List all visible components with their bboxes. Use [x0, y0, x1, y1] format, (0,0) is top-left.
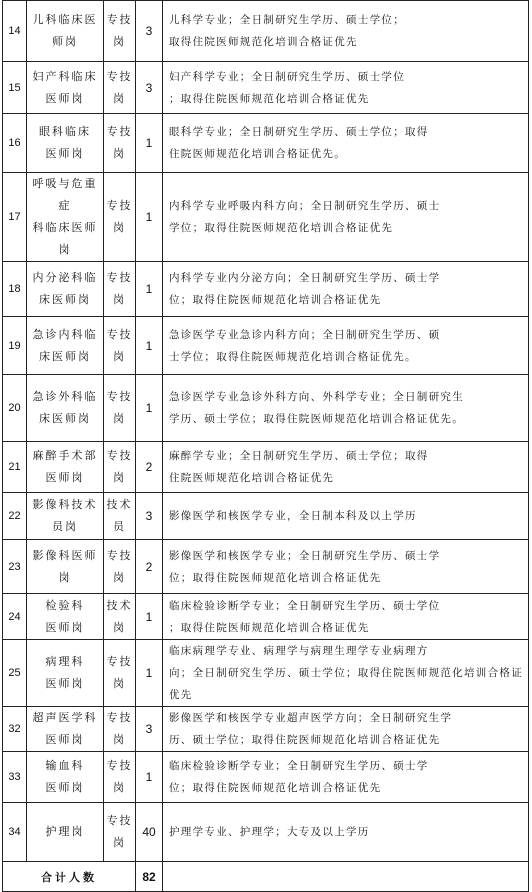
row-number: 23: [3, 540, 27, 594]
requirements: 影像医学和核医学专业；全日制研究生学历、硕士学 位；取得住院医师规范化培训合格证优先: [163, 540, 529, 594]
total-label: 合计人数: [3, 862, 136, 892]
post-name: 检验科 医师岗: [27, 594, 104, 640]
row-number: 20: [3, 375, 27, 442]
row-number: 33: [3, 752, 27, 803]
post-type: 专技 岗: [104, 173, 136, 262]
post-name: 妇产科临床 医师岗: [27, 62, 104, 114]
table-row: [3, 707, 529, 752]
requirements: 儿科学专业；全日制研究生学历、硕士学位； 取得住院医师规范化培训合格证优先: [163, 1, 529, 62]
headcount: 2: [136, 442, 163, 493]
post-name: 护理岗: [27, 803, 104, 862]
post-name: 输血科 医师岗: [27, 752, 104, 803]
headcount: 1: [136, 317, 163, 375]
post-type: 专技 岗: [104, 375, 136, 442]
headcount: 1: [136, 640, 163, 707]
table-row: [3, 62, 529, 114]
post-type: 专技 岗: [104, 803, 136, 862]
post-name: 急诊外科临 床医师岗: [27, 375, 104, 442]
row-number: 34: [3, 803, 27, 862]
recruitment-table: [2, 0, 529, 892]
post-name: 麻醉手术部 医师岗: [27, 442, 104, 493]
headcount: 1: [136, 594, 163, 640]
post-name: 呼吸与危重症 科临床医师岗: [27, 173, 104, 262]
post-type: 专技 岗: [104, 752, 136, 803]
row-number: 14: [3, 1, 27, 62]
post-name: 影像科医师 岗: [27, 540, 104, 594]
headcount: 3: [136, 1, 163, 62]
table-row: [3, 594, 529, 640]
total-value: 82: [136, 862, 163, 892]
post-type: 专技 岗: [104, 114, 136, 173]
post-type: 专技 岗: [104, 640, 136, 707]
table-row: [3, 317, 529, 375]
table-row: [3, 173, 529, 262]
requirements: 临床检验诊断学专业；全日制研究生学历、硕士学 位；取得住院医师规范化培训合格证优先: [163, 752, 529, 803]
requirements: 内科学专业内分泌方向；全日制研究生学历、硕士学 位；取得住院医师规范化培训合格证优先: [163, 262, 529, 317]
headcount: 3: [136, 707, 163, 752]
headcount: 1: [136, 114, 163, 173]
total-empty-cell: [163, 862, 529, 892]
row-number: 18: [3, 262, 27, 317]
table-body: [3, 1, 529, 862]
post-name: 超声医学科 医师岗: [27, 707, 104, 752]
post-name: 病理科 医师岗: [27, 640, 104, 707]
post-type: 专技 岗: [104, 317, 136, 375]
post-name: 内分泌科临 床医师岗: [27, 262, 104, 317]
table-row: [3, 262, 529, 317]
requirements: 影像医学和核医学专业超声医学方向；全日制研究生学 历、硕士学位；取得住院医师规范化培训合格证优先: [163, 707, 529, 752]
table-row: [3, 752, 529, 803]
table-row: [3, 803, 529, 862]
table-row: [3, 1, 529, 62]
requirements: 内科学专业呼吸内科方向；全日制研究生学历、硕士 学位；取得住院医师规范化培训合格证优先: [163, 173, 529, 262]
row-number: 15: [3, 62, 27, 114]
table-row: [3, 540, 529, 594]
requirements: 临床检验诊断学专业；全日制研究生学历、硕士学位 ；取得住院医师规范化培训合格证优先: [163, 594, 529, 640]
table-row: [3, 375, 529, 442]
headcount: 1: [136, 173, 163, 262]
requirements: 麻醉学专业；全日制研究生学历、硕士学位；取得 住院医师规范化培训合格证优先: [163, 442, 529, 493]
table-row: [3, 114, 529, 173]
headcount: 1: [136, 262, 163, 317]
table-row: [3, 493, 529, 540]
post-name: 儿科临床医 师岗: [27, 1, 104, 62]
post-type: 专技 岗: [104, 442, 136, 493]
requirements: 急诊医学专业急诊内科方向；全日制研究生学历、硕 士学位；取得住院医师规范化培训合格证优先。: [163, 317, 529, 375]
row-number: 24: [3, 594, 27, 640]
table-row: [3, 640, 529, 707]
row-number: 21: [3, 442, 27, 493]
row-number: 25: [3, 640, 27, 707]
requirements: 护理学专业、护理学；大专及以上学历: [163, 803, 529, 862]
requirements: 临床病理学专业、病理学与病理生理学专业病理方 向；全日制研究生学历、硕士学位；取得住院医师规范化培训合格证优先: [163, 640, 529, 707]
headcount: 3: [136, 62, 163, 114]
post-type: 专技 岗: [104, 707, 136, 752]
post-type: 专技 岗: [104, 262, 136, 317]
row-number: 16: [3, 114, 27, 173]
post-name: 急诊内科临 床医师岗: [27, 317, 104, 375]
post-type: 专技 岗: [104, 540, 136, 594]
post-type: 技术 岗: [104, 594, 136, 640]
headcount: 1: [136, 752, 163, 803]
requirements: 急诊医学专业急诊外科方向、外科学专业；全日制研究生 学历、硕士学位；取得住院医师规范化培训合格证优先。: [163, 375, 529, 442]
row-number: 17: [3, 173, 27, 262]
headcount: 2: [136, 540, 163, 594]
requirements: 影像医学和核医学专业，全日制本科及以上学历: [163, 493, 529, 540]
row-number: 19: [3, 317, 27, 375]
total-row: [3, 862, 529, 892]
post-type: 专技 岗: [104, 62, 136, 114]
requirements: 妇产科学专业；全日制研究生学历、硕士学位 ；取得住院医师规范化培训合格证优先: [163, 62, 529, 114]
row-number: 32: [3, 707, 27, 752]
headcount: 3: [136, 493, 163, 540]
headcount: 1: [136, 375, 163, 442]
post-name: 影像科技术 员岗: [27, 493, 104, 540]
post-name: 眼科临床 医师岗: [27, 114, 104, 173]
post-type: 技术 员: [104, 493, 136, 540]
headcount: 40: [136, 803, 163, 862]
post-type: 专技 岗: [104, 1, 136, 62]
requirements: 眼科学专业；全日制研究生学历、硕士学位；取得 住院医师规范化培训合格证优先。: [163, 114, 529, 173]
table-row: [3, 442, 529, 493]
row-number: 22: [3, 493, 27, 540]
